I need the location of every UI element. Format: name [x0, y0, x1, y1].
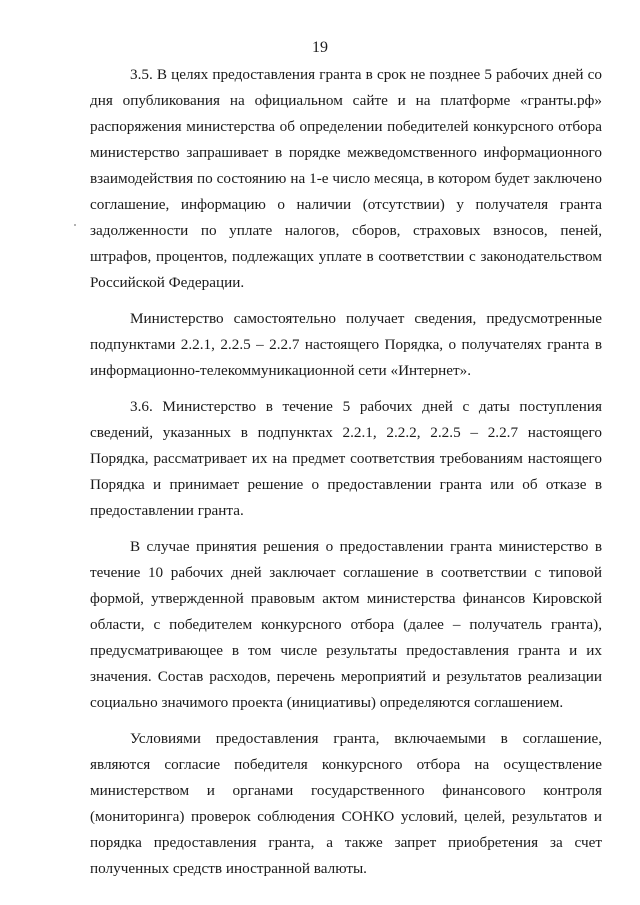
paragraph-agreement: В случае принятия решения о предоставлении гранта министерство в течение 10 рабочих дней заключает соглашение в соответствии с типовой формой, утвержденной правовым актом министерства финансов Кировской области, с победителем конкурсного отбора (далее – получатель гранта), предусматривающее в том числе результаты предоставления гранта и их значения. Состав расходов, перечень мероприятий и результатов реализации социально значимого проекта (инициативы) определяются соглашением. — [90, 538, 602, 711]
paragraph-3-5: 3.5. В целях предоставления гранта в срок не позднее 5 рабочих дней со дня опубликования на официальном сайте и на платформе «гранты.рф» распоряжения министерства об определении победителей конкурсного отбора министерство запрашивает в порядке межведомственного информационного взаимодействия по состоянию на 1-е число месяца, в котором будет заключено соглашение, информацию о наличии (отсутствии) у получателя гранта задолженности по уплате налогов, сборов, страховых взносов, пеней, штрафов, процентов, подлежащих уплате в соответствии с законодательством Российской Федерации. — [90, 66, 602, 291]
paragraph-3-6: 3.6. Министерство в течение 5 рабочих дней с даты поступления сведений, указанных в подпунктах 2.2.1, 2.2.2, 2.2.5 – 2.2.7 настоящего Порядка, рассматривает их на предмет соответствия требованиям настоящего Порядка и принимает решение о предоставлении гранта или об отказе в предоставлении гранта. — [90, 398, 602, 519]
margin-mark — [74, 224, 76, 226]
paragraph-ministry-info: Министерство самостоятельно получает сведения, предусмотренные подпунктами 2.2.1, 2.2.5 – 2.2.7 настоящего Порядка, о получателях гранта в информационно-телекоммуникационной сети «Интернет». — [90, 310, 602, 379]
document-body — [90, 62, 602, 892]
page-number: 19 — [312, 39, 328, 56]
paragraph-conditions: Условиями предоставления гранта, включаемыми в соглашение, являются согласие победителя конкурсного отбора на осуществление министерством и органами государственного финансового контроля (мониторинга) проверок соблюдения СОНКО условий, целей, результатов и порядка предоставления гранта, а также запрет приобретения за счет полученных средств иностранной валюты. — [90, 730, 602, 877]
